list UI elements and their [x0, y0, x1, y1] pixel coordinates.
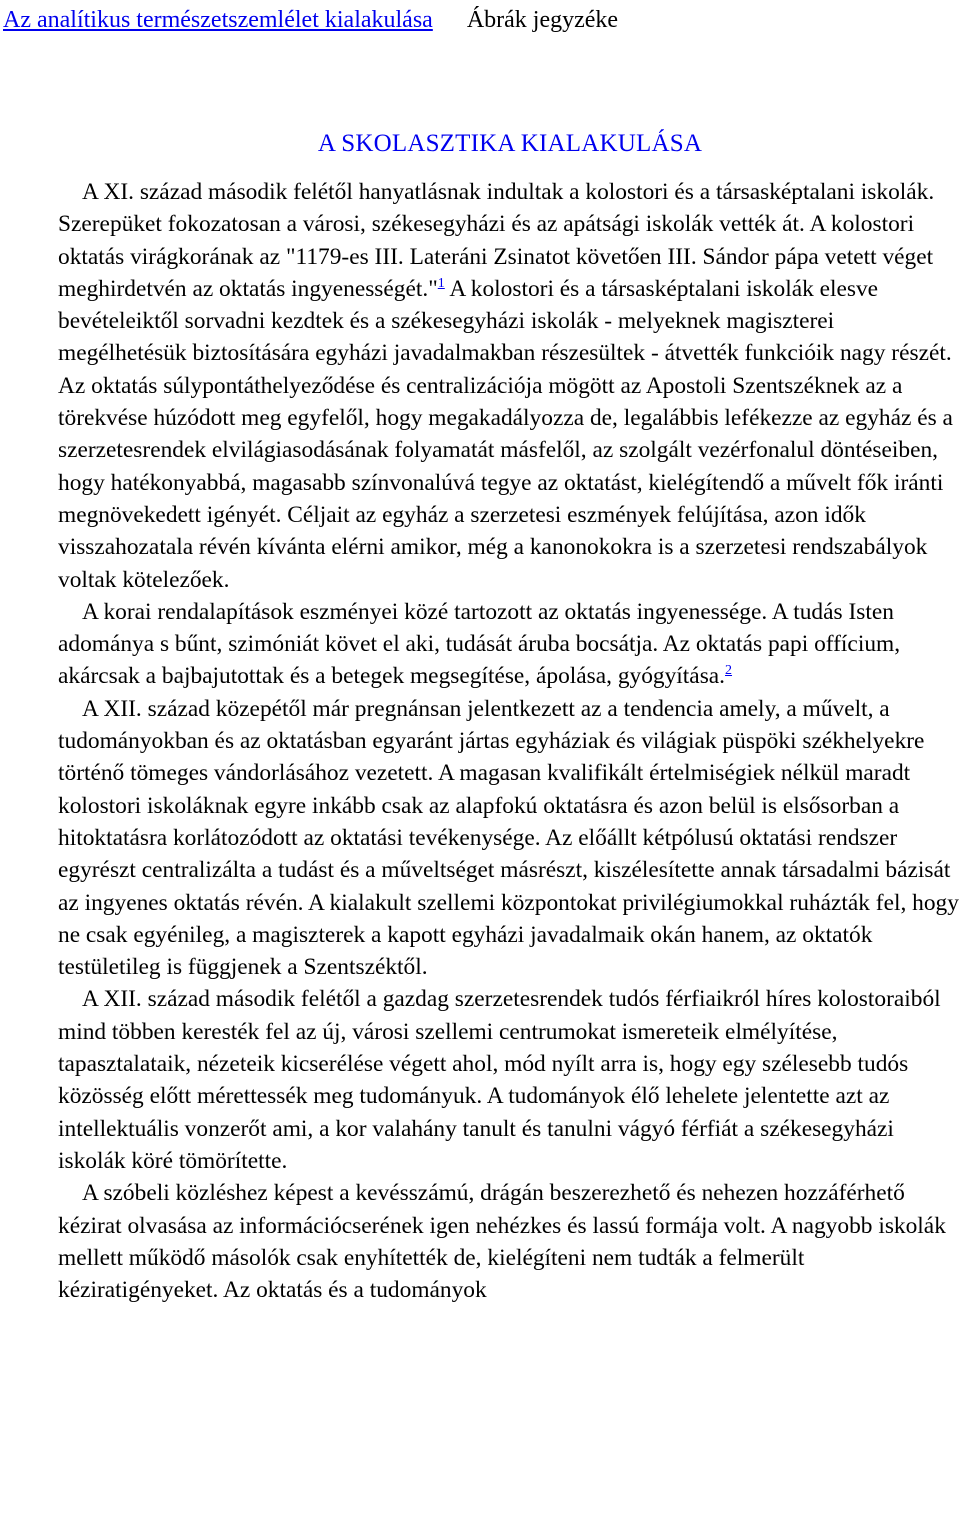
footnote-link-1[interactable]: 1 [437, 275, 445, 291]
article-body [58, 176, 960, 1306]
paragraph-4: A XII. század második felétől a gazdag szerzetesrendek tudós férfiaikról híres kolostoraiból mind többen keresték fel az új, városi szellemi centrumokat ismereteik elmélyítése, tapasztalataik, nézeteik kicserélése végett ahol, mód nyílt arra is, hogy egy szélesebb tudós közösség előtt mérettessék meg tudományuk. A tudományok élő lehelete jelentette azt az intellektuális vonzerőt ami, a kor valahány tanult és tanulni vágyó férfiát a székesegyházi iskolák köré tömörítette. [58, 986, 941, 1174]
paragraph-2-text: A korai rendalapítások eszményei közé tartozott az oktatás ingyenessége. A tudás Isten adománya s bűnt, szimóniát követ el aki, tudását áruba bocsátja. Az oktatás papi offícium, akárcsak a bajbajutottak és a betegek megsegítése, ápolása, gyógyítása. [58, 598, 901, 690]
paragraph-1-text-b: A kolostori és a társasképtalani iskolák elesve bevételeiktől sorvadni kezdtek és a székesegyházi iskolák - melyeknek magiszterei megélhetésük biztosítására egyházi javadalmakban részesültek - átvették funkcióik nagy részét. Az oktatás súlypontáthelyeződése és centralizációja mögött az Apostoli Szentszéknek az a törekvése húzódott meg egyfelől, hogy megakadályozza de, legalábbis lefékezze az egyház és a szerzetesrendek elvilágiasodásának folyamatát másfelől, az szolgált vezérfonalul döntéseiben, hogy hatékonyabbá, magasabb színvonalúvá tegye az oktatást, kielégítendő a művelt fők iránti megnövekedett igényét. Céljait az egyház a szerzetesi eszmények felújítása, azon idők visszahozatala révén kívánta elérni amikor, még a kanonokokra is a szerzetesi rendszabályok voltak kötelezőek. [58, 275, 953, 593]
paragraph-5: A szóbeli közléshez képest a kevésszámú, drágán beszerezhető és nehezen hozzáférhető kézirat olvasása az információcserének igen nehézkes és lassú formája volt. A nagyobb iskolák mellett működő másolók csak enyhítették de, kielégíteni nem tudták a felmerült kéziratigényeket. Az oktatás és a tudományok [58, 1180, 946, 1304]
page-title: A SKOLASZTIKA KIALAKULÁSA [317, 130, 703, 157]
nav-current-list-of-figures: Ábrák jegyzéke [466, 7, 619, 33]
nav-link-analytic-nature-view[interactable]: Az analítikus természetszemlélet kialakulása [3, 7, 433, 33]
paragraph-3: A XII. század közepétől már pregnánsan jelentkezett az a tendencia amely, a művelt, a tudományokban és az oktatásban egyaránt jártas egyháziak és világiak püspöki székhelyekre történő tömeges vándorlásához vezetett. A magasan kvalifikált értelmiségiek nélkül maradt kolostori iskoláknak egyre inkább csak az alapfokú oktatásra és azon belül is elsősorban a hitoktatásra korlátozódott az oktatási tevékenysége. Az előállt kétpólusú oktatási rendszer egyrészt centralizálta a tudást és a műveltséget másrészt, kiszélesítette annak társadalmi bázisát az ingyenes oktatás révén. A kialakult szellemi központokat privilégiumokkal ruházták fel, hogy ne csak egyénileg, a magiszterek a kapott egyházi javadalmaik okán hanem, az oktatók testületileg is függjenek a Szentszéktől. [58, 695, 959, 981]
footnote-link-2[interactable]: 2 [725, 663, 733, 679]
paragraph-2 [58, 596, 960, 693]
paragraph-1-text-a: A XI. század második felétől hanyatlásnak indultak a kolostori és a társasképtalani iskolák. Szerepüket fokozatosan a városi, székesegyházi és az apátsági iskolák vették át. A kolostori oktatás virágkorának az "1179-es III. Lateráni Zsinatot követően III. Sándor pápa vetett véget meghirdetvén az oktatás ingyenességét." [58, 179, 935, 302]
paragraph-1 [58, 176, 960, 596]
top-navigation [3, 2, 618, 38]
